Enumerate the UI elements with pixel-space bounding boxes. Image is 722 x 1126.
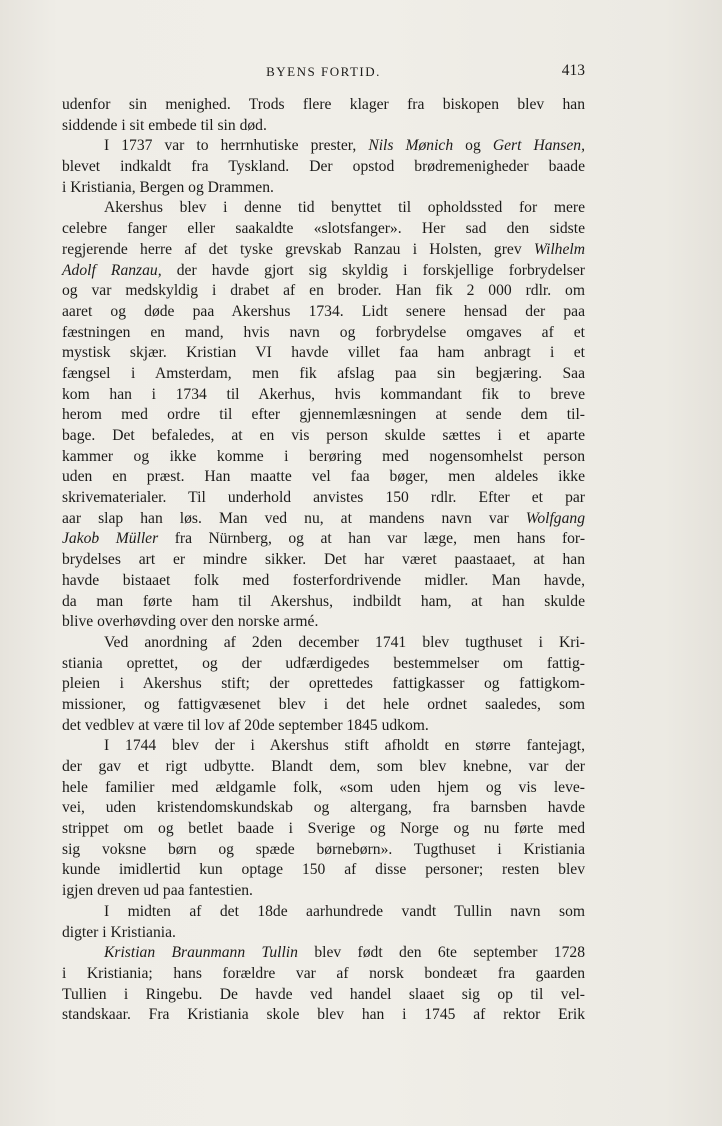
text-line: digter i Kristiania. bbox=[62, 923, 176, 941]
text-line: og var medskyldig i drabet af en broder. Han fik 2 000 rdlr. om bbox=[62, 282, 585, 300]
text-line: aar slap han løs. Man ved nu, at mandens navn var Wolfgang bbox=[62, 509, 585, 527]
text-line: der gav et rigt udbytte. Blandt dem, som blev knebne, var der bbox=[62, 758, 585, 775]
text-line: aaret og døde paa Akershus 1734. Lidt senere hensad der paa bbox=[62, 302, 585, 320]
running-title: BYENS FORTID. bbox=[266, 64, 381, 79]
text-line: herom med ordre til efter gjennemlæsningen at sende dem til- bbox=[62, 406, 585, 424]
text-line: missioner, og fattigvæsenet blev i det hele ordnet saaledes, som bbox=[62, 695, 585, 713]
text-line: strippet om og betlet baade i Sverige og Norge og nu førte med bbox=[62, 820, 585, 838]
text-line: Adolf Ranzau, der havde gjort sig skyldig i forskjellige forbrydelser bbox=[62, 261, 585, 279]
text-line: vei, uden kristendomskundskab og altergang, fra barnsben havde bbox=[62, 799, 585, 817]
text-line: igjen dreven ud paa fantestien. bbox=[62, 882, 253, 900]
text-line: i Kristiania, Bergen og Drammen. bbox=[62, 178, 274, 196]
text-line: kunde imidlertid kun optage 150 af disse personer; resten blev bbox=[62, 861, 585, 879]
text-line: hele familier med ældgamle folk, «som uden hjem og vis leve- bbox=[62, 778, 585, 796]
text-line: I midten af det 18de aarhundrede vandt Tullin navn som bbox=[104, 902, 585, 920]
text-line: da man førte ham til Akershus, indbildt ham, at han skulde bbox=[62, 592, 585, 610]
text-line: kammer og ikke komme i berøring med nogensomhelst person bbox=[62, 447, 585, 465]
text-line: i Kristiania; hans forældre var af norsk bondeæt fra gaarden bbox=[62, 964, 585, 982]
text-line: pleien i Akershus stift; der oprettedes fattigkasser og fattigkom- bbox=[62, 675, 585, 693]
text-line: fæstningen en mand, hvis navn og forbrydelse omgaves af et bbox=[62, 323, 585, 341]
text-line: uden en præst. Han maatte vel faa bøger, men aldeles ikke bbox=[62, 468, 585, 486]
body-text bbox=[62, 95, 585, 1026]
text-line: brydelses art er mindre sikker. Det har været paastaaet, at han bbox=[62, 551, 585, 569]
text-line: havde bistaaet folk med fosterfordrivende midler. Man havde, bbox=[62, 571, 585, 589]
text-line: standskaar. Fra Kristiania skole blev han i 1745 af rektor Erik bbox=[62, 1006, 585, 1024]
text-line: celebre fanger eller saakaldte «slotsfanger». Her sad den sidste bbox=[62, 220, 585, 238]
page-number: 413 bbox=[561, 62, 585, 79]
page-header bbox=[62, 62, 585, 82]
text-line: Kristian Braunmann Tullin blev født den 6te september 1728 bbox=[104, 944, 585, 962]
text-line: skrivematerialer. Til underhold anvistes 150 rdlr. Efter et par bbox=[62, 489, 585, 507]
text-line: blive overhøvding over den norske armé. bbox=[62, 613, 319, 631]
text-line: udenfor sin menighed. Trods flere klager fra biskopen blev han bbox=[62, 96, 585, 113]
text-line: blevet indkaldt fra Tyskland. Der opstod brødremenigheder baade bbox=[62, 158, 585, 176]
text-line: kom han i 1734 til Akerhus, hvis kommandant fik to breve bbox=[62, 385, 585, 403]
text-line: fængsel i Amsterdam, men fik afslag paa sin begjæring. Saa bbox=[62, 364, 585, 382]
text-line: mystisk skjær. Kristian VI havde villet faa ham anbragt i et bbox=[62, 344, 585, 362]
text-line: stiania oprettet, og der udfærdigedes bestemmelser om fattig- bbox=[62, 654, 585, 672]
text-line: I 1744 blev der i Akershus stift afholdt en større fantejagt, bbox=[104, 737, 585, 755]
text-line: Ved anordning af 2den december 1741 blev tugthuset i Kri- bbox=[104, 633, 585, 651]
text-line: Jakob Müller fra Nürnberg, og at han var læge, men hans for- bbox=[62, 530, 586, 548]
text-line: I 1737 var to herrnhutiske prester, Nils Mønich og Gert Hansen, bbox=[104, 137, 585, 155]
text-line: det vedblev at være til lov af 20de september 1845 udkom. bbox=[62, 716, 429, 734]
text-line: bage. Det befaledes, at en vis person skulde sættes i et aparte bbox=[62, 427, 585, 444]
text-line: sig voksne børn og spæde børnebørn». Tugthuset i Kristiania bbox=[62, 840, 585, 858]
text-line: regjerende herre af det tyske grevskab Ranzau i Holsten, grev Wilhelm bbox=[62, 240, 585, 258]
text-line: Akershus blev i denne tid benyttet til opholdssted for mere bbox=[104, 199, 585, 217]
text-line: siddende i sit embede til sin død. bbox=[62, 116, 267, 134]
text-line: Tullien i Ringebu. De havde ved handel slaaet sig op til vel- bbox=[62, 985, 585, 1003]
